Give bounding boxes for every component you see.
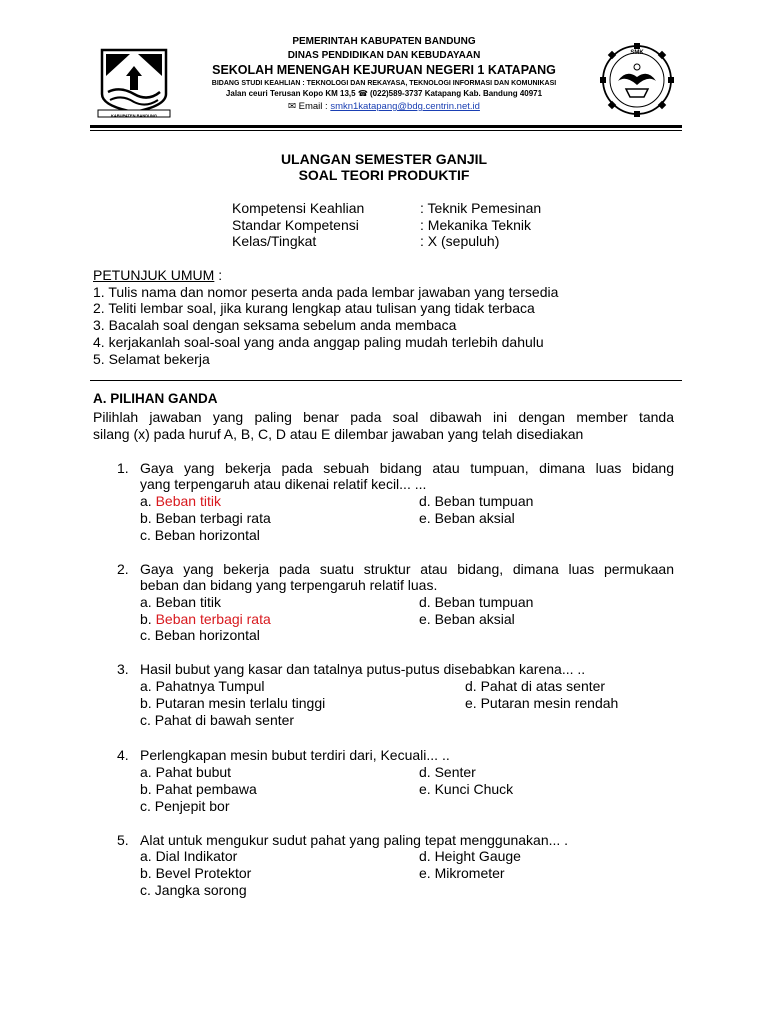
left-logo-caption: KABUPATEN BANDUNG [110,113,158,118]
question-number: 3. [117,661,129,677]
meta-value: : Teknik Pemesinan [420,200,542,216]
highlighted-answer: Beban terbagi rata [155,611,271,627]
highlighted-answer: Beban titik [155,493,221,509]
petunjuk-item: 5. Selamat bekerja [93,351,210,367]
option-d: d. Height Gauge [419,848,521,864]
option-text: Beban terbagi rata [155,510,271,526]
option-c: c. Jangka sorong [140,882,247,898]
option-e: e. Putaran mesin rendah [465,695,619,711]
question-text: Perlengkapan mesin bubut terdiri dari, Kecuali... .. [140,747,450,763]
option-e: e. Beban aksial [419,611,515,627]
petunjuk-item: 1. Tulis nama dan nomor peserta anda pada lembar jawaban yang tersedia [93,284,559,300]
option-a: a. Pahat bubut [140,764,232,780]
email-link[interactable]: smkn1katapang@bdg.centrin.net.id [330,101,480,112]
section-divider [90,380,682,381]
option-b: b. Putaran mesin terlalu tinggi [140,695,326,711]
question-number: 2. [117,561,129,577]
option-e: e. Beban aksial [419,510,515,526]
exam-title: ULANGAN SEMESTER GANJIL [280,151,488,167]
section-a-instruction-line1: Pilihlah jawaban yang paling benar pada soal dibawah ini dengan member tanda [93,409,674,425]
meta-value: : Mekanika Teknik [420,217,532,233]
section-a-heading: A. PILIHAN GANDA [93,391,218,406]
meta-value: : X (sepuluh) [420,233,500,249]
option-prefix: a. [140,493,156,509]
option-e: e. Kunci Chuck [419,781,514,797]
option-c: c. Beban horizontal [140,527,260,543]
meta-label: Standar Kompetensi [232,217,359,233]
option-d: d. Senter [419,764,476,780]
petunjuk-item: 2. Teliti lembar soal, jika kurang lengkap atau tulisan yang tidak terbaca [93,300,535,316]
letterhead-fields: BIDANG STUDI KEAHLIAN : TEKNOLOGI DAN REKAYASA, TEKNOLOGI INFORMASI DAN KOMUNIKASI [211,80,557,87]
petunjuk-title: PETUNJUK UMUM [93,267,215,283]
letterhead-school: SEKOLAH MENENGAH KEJURUAN NEGERI 1 KATAPANG [212,63,556,77]
option-b: b. Bevel Protektor [140,865,252,881]
option-c: c. Pahat di bawah senter [140,712,295,728]
letterhead-address: Jalan ceuri Terusan Kopo KM 13,5 ☎ (022)589-3737 Katapang Kab. Bandung 40971 [225,89,543,98]
question-text: beban dan bidang yang terpengaruh relatif luas. [140,577,438,593]
question-number: 1. [117,460,129,476]
option-a [140,493,221,510]
option-b [140,611,271,628]
option-d: d. Beban tumpuan [419,493,534,509]
letterhead-government: PEMERINTAH KABUPATEN BANDUNG [292,36,476,47]
option-e: e. Mikrometer [419,865,505,881]
petunjuk-item: 3. Bacalah soal dengan seksama sebelum anda membaca [93,317,457,333]
question-text: Gaya yang bekerja pada suatu struktur atau bidang, dimana luas permukaan [140,561,674,577]
meta-label: Kelas/Tingkat [232,233,317,249]
petunjuk-item: 4. kerjakanlah soal-soal yang anda anggap paling mudah terlebih dahulu [93,334,544,350]
section-a-instruction-line2: silang (x) pada huruf A, B, C, D atau E dilembar jawaban yang telah disediakan [93,426,584,442]
letterhead-rule-thick [90,125,682,128]
option-c: c. Penjepit bor [140,798,230,814]
option-prefix: a. [140,594,156,610]
letterhead-email-line [0,101,768,112]
question-text: Alat untuk mengukur sudut pahat yang paling tepat menggunakan... . [140,832,569,848]
petunjuk-heading [93,267,222,284]
option-prefix: b. [140,611,156,627]
option-b: b. Pahat pembawa [140,781,257,797]
exam-subtitle: SOAL TEORI PRODUKTIF [298,167,470,183]
question-number: 5. [117,832,129,848]
option-d: d. Beban tumpuan [419,594,534,610]
email-label: ✉ Email : [288,101,328,112]
question-text: Gaya yang bekerja pada sebuah bidang atau tumpuan, dimana luas bidang [140,460,674,476]
meta-label: Kompetensi Keahlian [232,200,365,216]
option-d: d. Pahat di atas senter [465,678,606,694]
option-a: a. Pahatnya Tumpul [140,678,265,694]
option-a: a. Dial Indikator [140,848,238,864]
question-number: 4. [117,747,129,763]
letterhead-department: DINAS PENDIDIKAN DAN KEBUDAYAAN [287,50,481,61]
letterhead-rule-thin [90,130,682,131]
option-b [140,510,271,527]
question-text: Hasil bubut yang kasar dan tatalnya putus-putus disebabkan karena... .. [140,661,586,677]
option-text: Beban titik [155,594,221,610]
petunjuk-colon: : [214,267,223,283]
question-text: yang terpengaruh atau dikenai relatif kecil... ... [140,476,427,492]
option-c: c. Beban horizontal [140,627,260,643]
option-prefix: b. [140,510,156,526]
option-a [140,594,221,611]
right-logo-text: SMK [630,50,644,56]
